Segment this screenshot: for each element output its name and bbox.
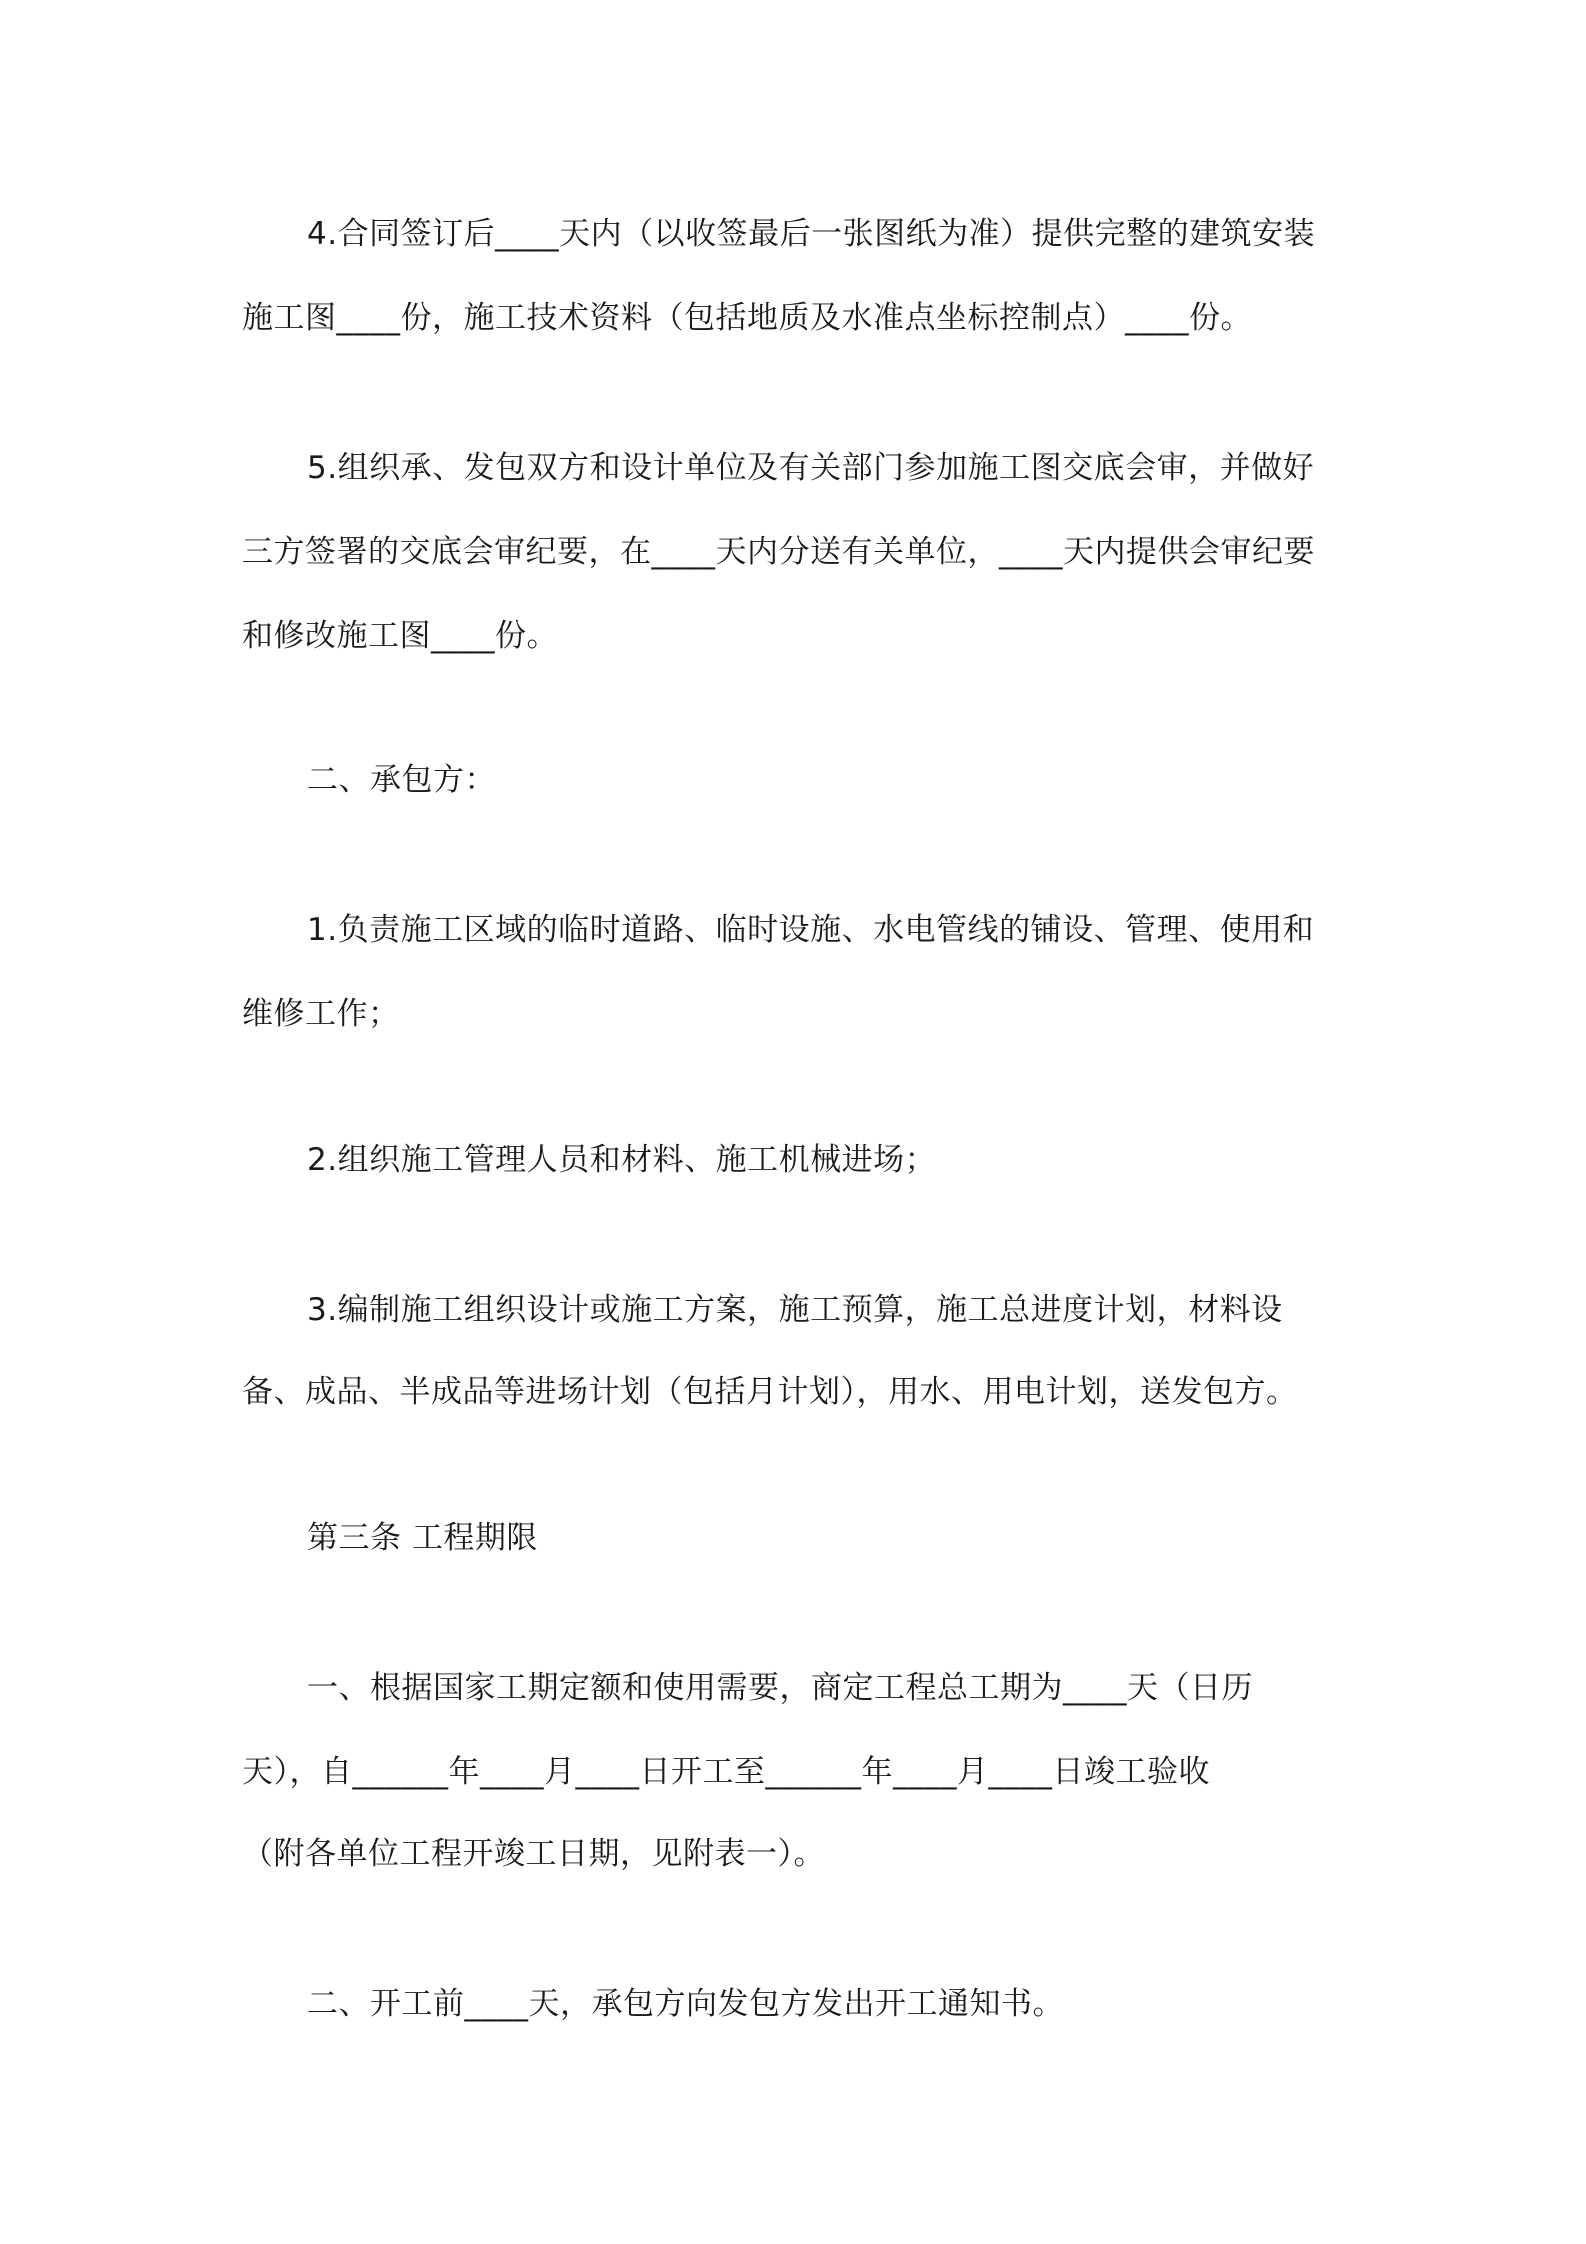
contractor-item-3-line-2: 备、成品、半成品等进场计划（包括月计划），用水、用电计划，送发包方。 xyxy=(242,1374,1298,1410)
term-item-1-line-3: （附各单位工程开竣工日期，见附表一）。 xyxy=(242,1836,825,1872)
contractor-item-1-line-2: 维修工作； xyxy=(242,996,400,1032)
clause-4-line-2: 施工图____份，施工技术资料（包括地质及水准点坐标控制点）____份。 xyxy=(242,300,1252,336)
term-item-1-line-1: 一、根据国家工期定额和使用需要，商定工程总工期为____天（日历 xyxy=(307,1670,1253,1706)
contractor-item-2: 2.组织施工管理人员和材料、施工机械进场； xyxy=(307,1142,937,1178)
clause-5-line-2: 三方签署的交底会审纪要，在____天内分送有关单位，____天内提供会审纪要 xyxy=(242,534,1315,570)
clause-4-line-1: 4.合同签订后____天内（以收签最后一张图纸为准）提供完整的建筑安装 xyxy=(307,216,1316,252)
article-3-heading: 第三条 工程期限 xyxy=(307,1520,538,1556)
contractor-item-3-line-1: 3.编制施工组织设计或施工方案，施工预算，施工总进度计划，材料设 xyxy=(307,1292,1283,1328)
contractor-heading: 二、承包方： xyxy=(307,762,496,798)
clause-5-line-3: 和修改施工图____份。 xyxy=(242,618,558,654)
term-item-2: 二、开工前____天，承包方向发包方发出开工通知书。 xyxy=(307,1986,1064,2022)
term-item-1-line-2: 天），自______年____月____日开工至______年____月____日竣工验收 xyxy=(242,1754,1210,1790)
clause-5-line-1: 5.组织承、发包双方和设计单位及有关部门参加施工图交底会审，并做好 xyxy=(307,450,1315,486)
contractor-item-1-line-1: 1.负责施工区域的临时道路、临时设施、水电管线的铺设、管理、使用和 xyxy=(307,912,1315,948)
